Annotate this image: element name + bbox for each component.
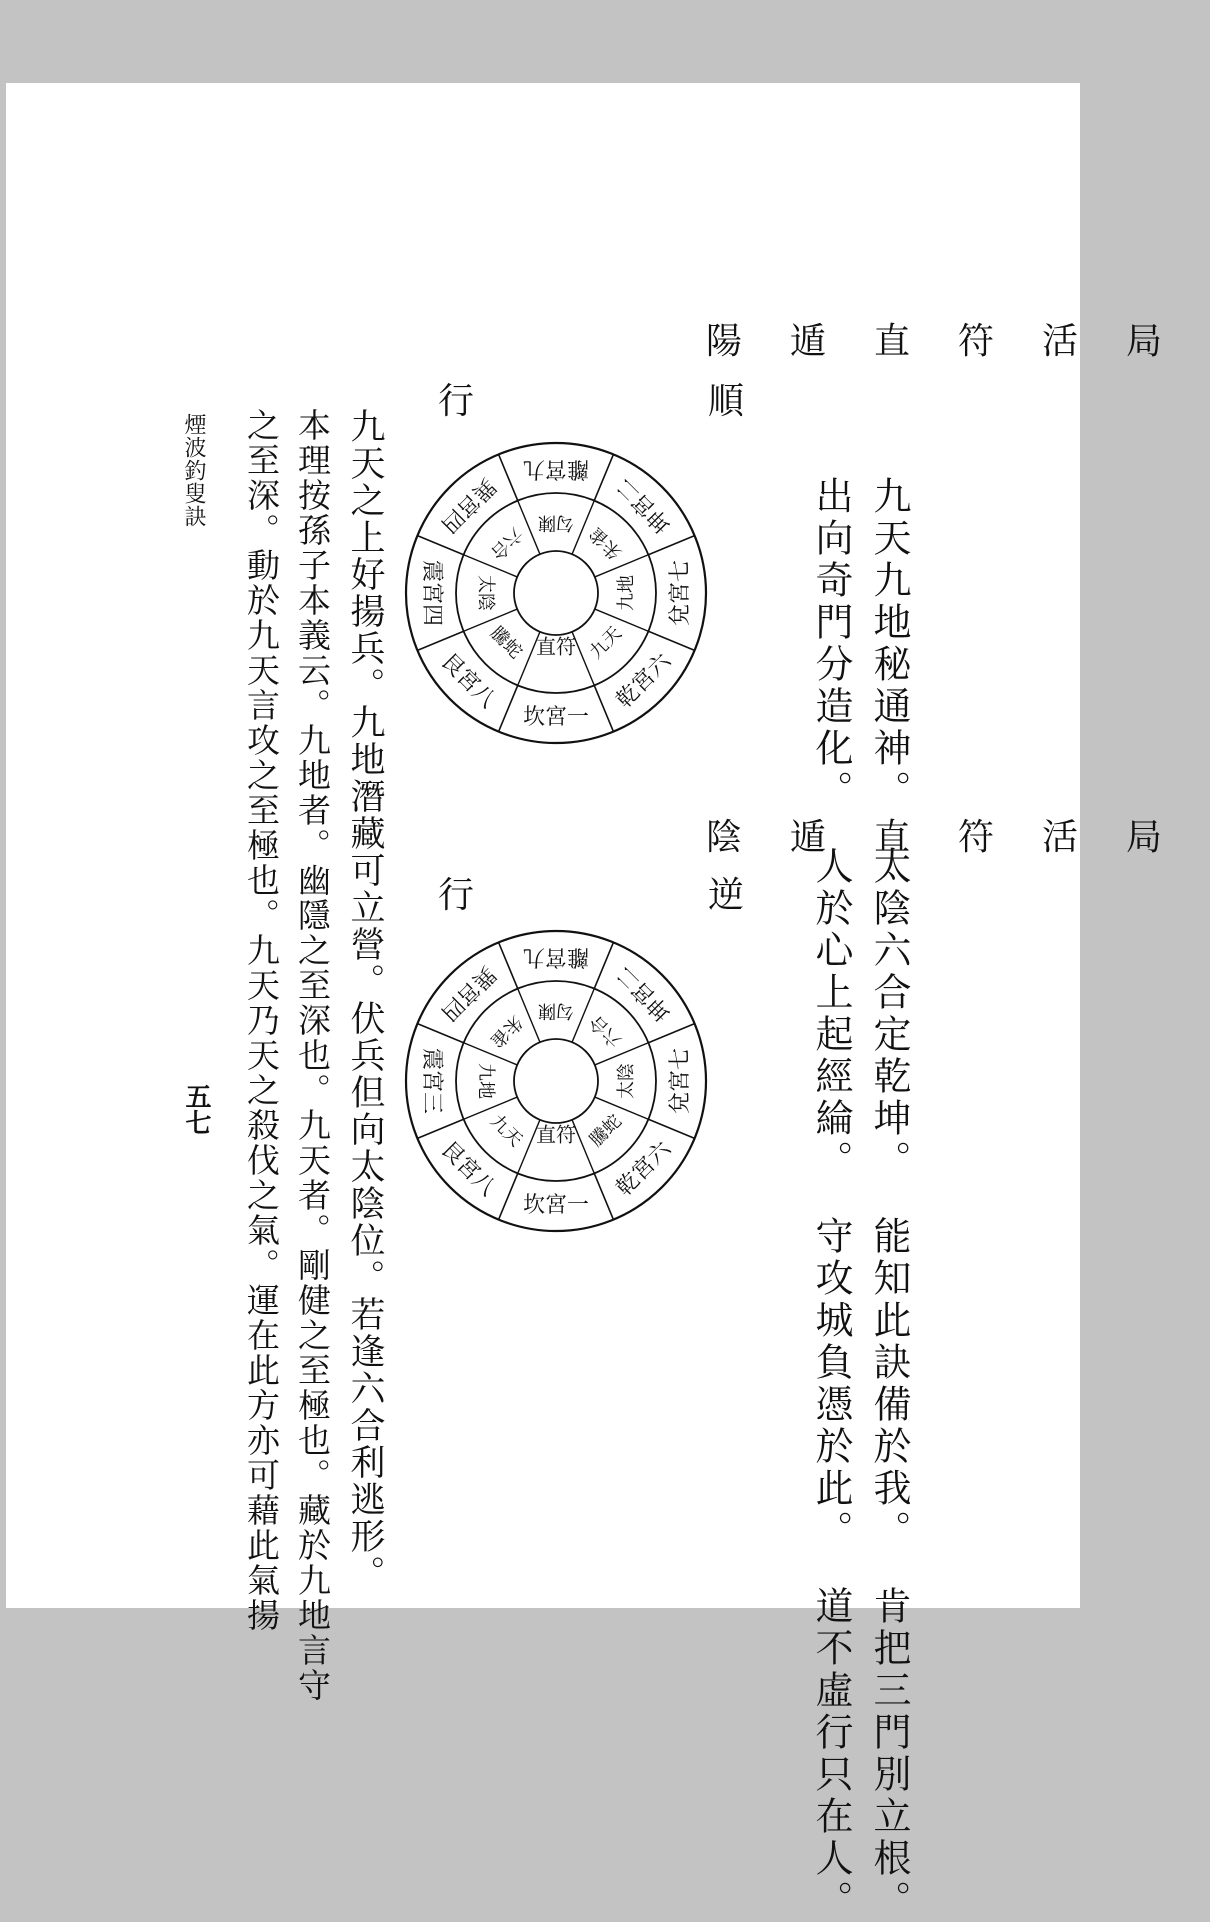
commentary-column-1: 九天之上好揚兵。九地潛藏可立營。伏兵但向太陰位。若逢六合利逃形。 bbox=[345, 408, 385, 1592]
spirit-label: 勾陳 bbox=[538, 512, 574, 533]
outer-divider bbox=[417, 1119, 463, 1138]
outer-divider bbox=[417, 631, 463, 650]
yang-dun-diagram bbox=[401, 423, 711, 763]
spirit-label: 六合 bbox=[585, 1010, 627, 1052]
inner-divider bbox=[595, 1043, 649, 1065]
palace-label: 震宮四 bbox=[419, 559, 444, 627]
yang-direction-left: 行 bbox=[438, 381, 475, 422]
poem-verse: 能知此訣備於我。 bbox=[867, 1216, 911, 1552]
palace-label: 坎宮一 bbox=[522, 1193, 590, 1218]
palace-label: 巽宮四 bbox=[435, 960, 501, 1026]
poem-verse: 太陰六合定乾坤。 bbox=[867, 846, 911, 1182]
commentary-column-2: 本理按孫子本義云。九地者。幽隱之至深也。九天者。剛健之至極也。藏於九地言守 bbox=[293, 408, 332, 1703]
page-number: 五七 bbox=[181, 1083, 211, 1135]
poem-verse: 人於心上起經綸。 bbox=[809, 846, 853, 1182]
palace-label: 震宮三 bbox=[419, 1047, 444, 1115]
spirit-label: 太陰 bbox=[475, 575, 496, 611]
spirit-label: 勾陳 bbox=[538, 1000, 574, 1021]
palace-label: 離宮九 bbox=[522, 456, 590, 481]
spirit-label: 九天 bbox=[585, 622, 627, 664]
yang-diagram-title: 陽遁直符活局 bbox=[706, 321, 1210, 362]
outer-divider bbox=[594, 942, 613, 988]
palace-label: 坤宮二 bbox=[611, 472, 677, 538]
palace-label: 坎宮一 bbox=[522, 705, 590, 730]
yin-direction-left: 行 bbox=[438, 875, 475, 916]
outer-divider bbox=[499, 454, 518, 500]
inner-divider bbox=[464, 1043, 518, 1065]
spirit-label: 騰蛇 bbox=[485, 622, 527, 664]
poem-verse: 九天九地秘通神。 bbox=[867, 476, 911, 812]
yin-diagram-title: 陰遁直符活局 bbox=[706, 817, 1210, 858]
outer-divider bbox=[648, 536, 694, 555]
spirit-label: 朱雀 bbox=[485, 1010, 527, 1052]
outer-divider bbox=[499, 1173, 518, 1219]
outer-divider bbox=[594, 454, 613, 500]
poem-column-1 bbox=[862, 476, 917, 1922]
palace-label: 乾宮六 bbox=[611, 1136, 677, 1202]
inner-divider bbox=[595, 555, 649, 577]
outer-divider bbox=[594, 685, 613, 731]
spirit-label: 朱雀 bbox=[585, 522, 627, 564]
outer-divider bbox=[648, 1119, 694, 1138]
spirit-label: 六合 bbox=[485, 522, 527, 564]
book-page bbox=[6, 83, 1210, 1922]
palace-label: 艮宮八 bbox=[435, 648, 501, 714]
outer-divider bbox=[417, 1024, 463, 1043]
yin-direction-right: 逆 bbox=[708, 875, 745, 916]
palace-label: 坤宮二 bbox=[611, 960, 677, 1026]
center-circle bbox=[514, 551, 598, 635]
poem-verse: 道不虛行只在人。 bbox=[809, 1586, 853, 1922]
spirit-label: 九地 bbox=[475, 1063, 496, 1099]
inner-divider bbox=[464, 1097, 518, 1119]
inner-divider bbox=[518, 989, 540, 1043]
spirit-label: 太陰 bbox=[616, 1063, 637, 1099]
inner-divider bbox=[518, 501, 540, 555]
outer-divider bbox=[417, 536, 463, 555]
inner-divider bbox=[572, 501, 594, 555]
inner-divider bbox=[572, 989, 594, 1043]
outer-divider bbox=[648, 1024, 694, 1043]
palace-label: 巽宮四 bbox=[435, 472, 501, 538]
inner-divider bbox=[595, 1097, 649, 1119]
yang-direction-right: 順 bbox=[708, 381, 745, 422]
palace-label: 兌宮七 bbox=[668, 559, 693, 627]
poem-verse: 出向奇門分造化。 bbox=[809, 476, 853, 812]
palace-label: 兌宮七 bbox=[668, 1047, 693, 1115]
outer-divider bbox=[648, 631, 694, 650]
center-circle bbox=[514, 1039, 598, 1123]
inner-divider bbox=[464, 609, 518, 631]
spirit-label: 九地 bbox=[616, 575, 637, 611]
palace-label: 離宮九 bbox=[522, 944, 590, 969]
poem-column-2 bbox=[804, 476, 859, 1922]
center-label: 直符 bbox=[536, 634, 576, 659]
outer-divider bbox=[594, 1173, 613, 1219]
outer-ring bbox=[406, 443, 706, 743]
center-label: 直符 bbox=[536, 1122, 576, 1147]
spirit-label: 騰蛇 bbox=[585, 1110, 627, 1152]
yin-dun-diagram bbox=[401, 911, 711, 1251]
outer-ring bbox=[406, 931, 706, 1231]
poem-verse: 肯把三門別立根。 bbox=[867, 1586, 911, 1922]
outer-divider bbox=[499, 942, 518, 988]
inner-divider bbox=[464, 555, 518, 577]
outer-divider bbox=[499, 685, 518, 731]
poem-verse: 守攻城負憑於此。 bbox=[809, 1216, 853, 1552]
commentary-column-3: 之至深。動於九天言攻之至極也。九天乃天之殺伐之氣。運在此方亦可藉此氣揚 bbox=[242, 408, 281, 1633]
palace-label: 艮宮八 bbox=[435, 1136, 501, 1202]
inner-divider bbox=[595, 609, 649, 631]
palace-label: 乾宮六 bbox=[611, 648, 677, 714]
spirit-label: 九天 bbox=[485, 1110, 527, 1152]
book-title-footer: 煙波釣叟訣 bbox=[181, 413, 206, 528]
